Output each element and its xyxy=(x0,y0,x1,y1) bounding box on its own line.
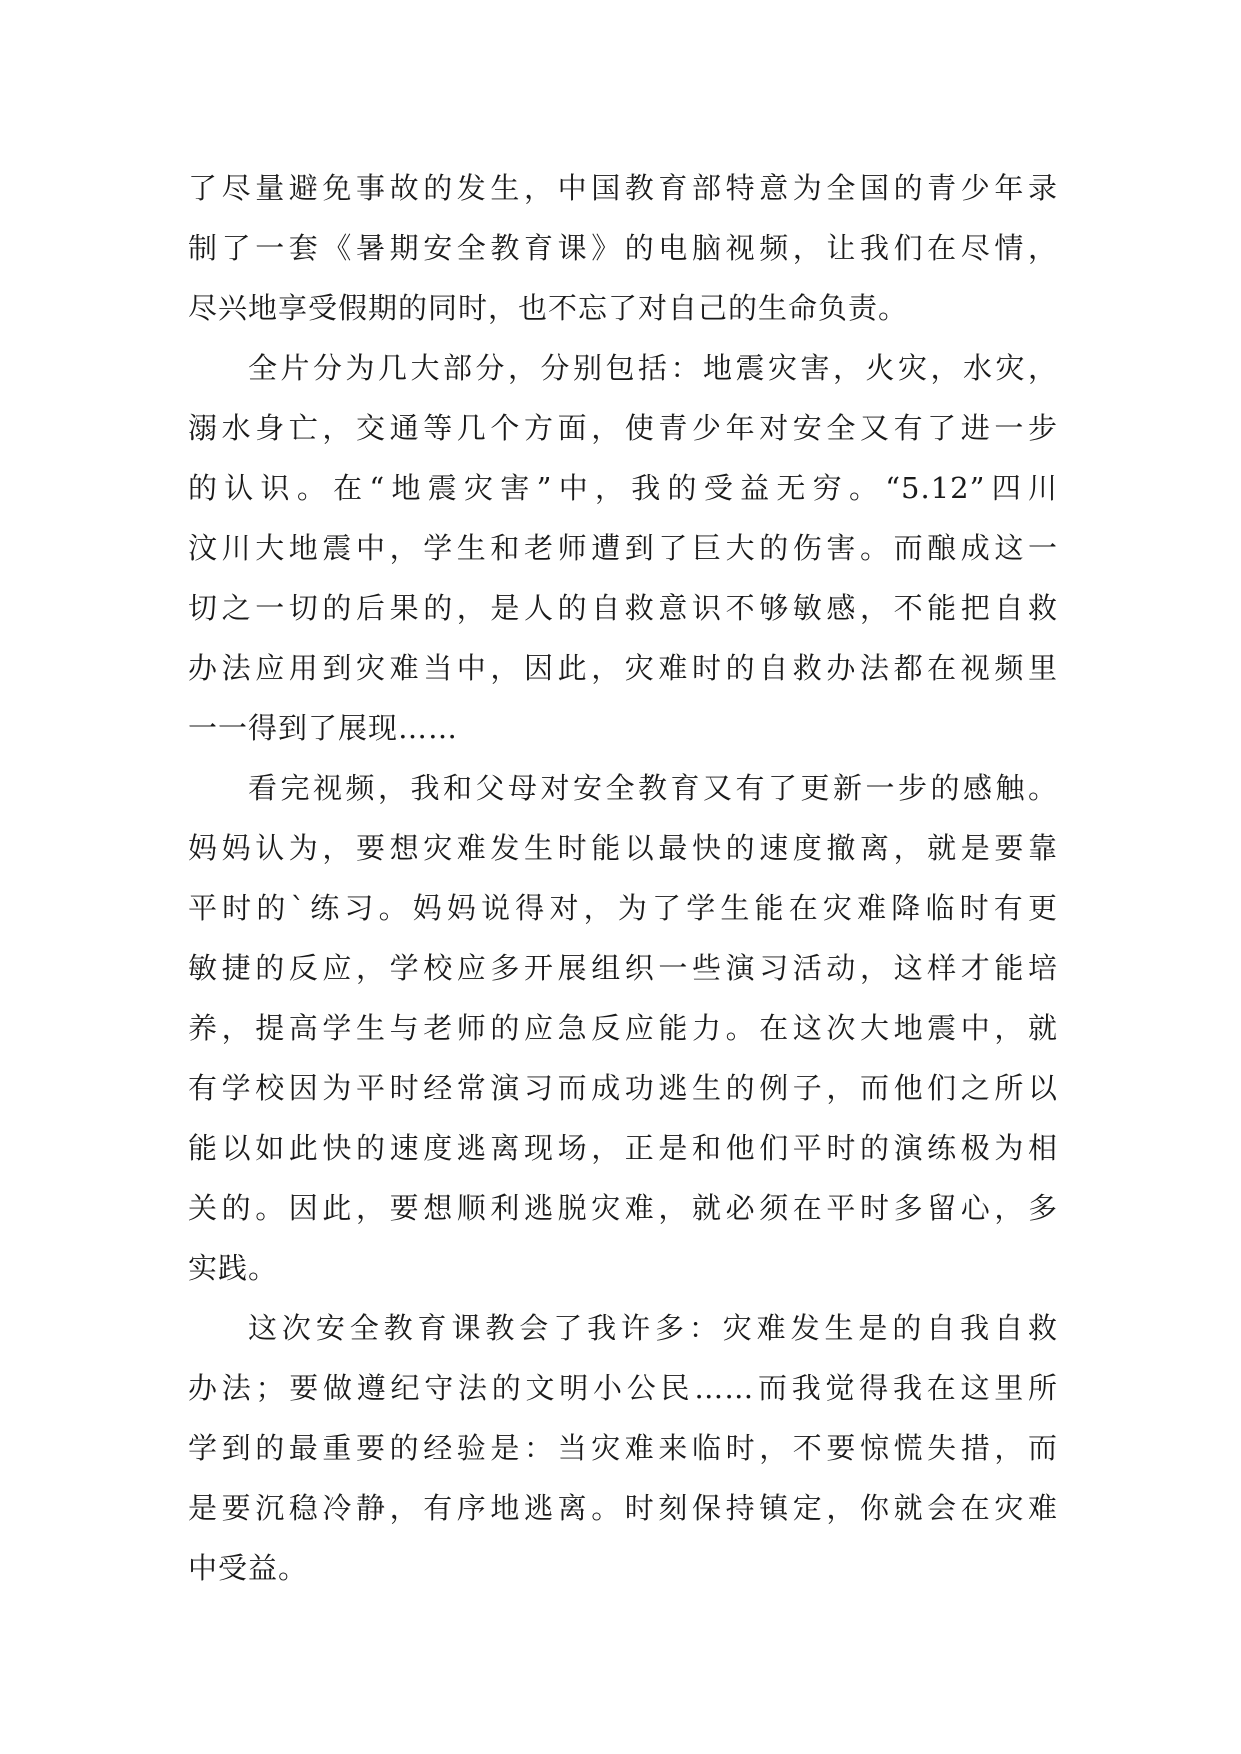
text-line: 溺水身亡，交通等几个方面，使青少年对安全又有了进一步 xyxy=(188,411,1058,445)
text-line: 一一得到了展现…… xyxy=(188,711,459,745)
text-line: 敏捷的反应，学校应多开展组织一些演习活动，这样才能培 xyxy=(188,951,1058,985)
text-line: 平时的`练习。妈妈说得对，为了学生能在灾难降临时有更 xyxy=(188,891,1058,925)
text-line: 妈妈认为，要想灾难发生时能以最快的速度撤离，就是要靠 xyxy=(188,831,1058,865)
text-line: 是要沉稳冷静，有序地逃离。时刻保持镇定，你就会在灾难 xyxy=(188,1491,1058,1525)
text-line: 关的。因此，要想顺利逃脱灾难，就必须在平时多留心，多 xyxy=(188,1191,1058,1225)
text-line: 实践。 xyxy=(188,1251,279,1285)
text-line: 能以如此快的速度逃离现场，正是和他们平时的演练极为相 xyxy=(188,1131,1058,1165)
text-line: 全片分为几大部分，分别包括：地震灾害，火灾，水灾， xyxy=(248,351,1058,385)
text-line: 这次安全教育课教会了我许多：灾难发生是的自我自救 xyxy=(248,1311,1058,1345)
essay-body xyxy=(188,158,1058,1598)
paragraph xyxy=(188,158,1058,338)
text-line: 有学校因为平时经常演习而成功逃生的例子，而他们之所以 xyxy=(188,1071,1058,1105)
text-line: 汶川大地震中，学生和老师遭到了巨大的伤害。而酿成这一 xyxy=(188,531,1058,565)
text-line: 的认识。在“地震灾害”中，我的受益无穷。“5.12”四川 xyxy=(188,471,1058,505)
text-line: 办法应用到灾难当中，因此，灾难时的自救办法都在视频里 xyxy=(188,651,1058,685)
paragraph xyxy=(188,338,1058,758)
text-line: 办法；要做遵纪守法的文明小公民……而我觉得我在这里所 xyxy=(188,1371,1058,1405)
text-line: 切之一切的后果的，是人的自救意识不够敏感，不能把自救 xyxy=(188,591,1058,625)
paragraph xyxy=(188,758,1058,1298)
text-line: 制了一套《暑期安全教育课》的电脑视频，让我们在尽情， xyxy=(188,231,1058,265)
paragraph xyxy=(188,1298,1058,1598)
text-line: 了尽量避免事故的发生，中国教育部特意为全国的青少年录 xyxy=(188,171,1058,205)
text-line: 看完视频，我和父母对安全教育又有了更新一步的感触。 xyxy=(248,771,1058,805)
text-line: 中受益。 xyxy=(188,1551,309,1585)
text-line: 尽兴地享受假期的同时，也不忘了对自己的生命负责。 xyxy=(188,291,909,325)
text-line: 学到的最重要的经验是：当灾难来临时，不要惊慌失措，而 xyxy=(188,1431,1058,1465)
text-line: 养，提高学生与老师的应急反应能力。在这次大地震中，就 xyxy=(188,1011,1058,1045)
